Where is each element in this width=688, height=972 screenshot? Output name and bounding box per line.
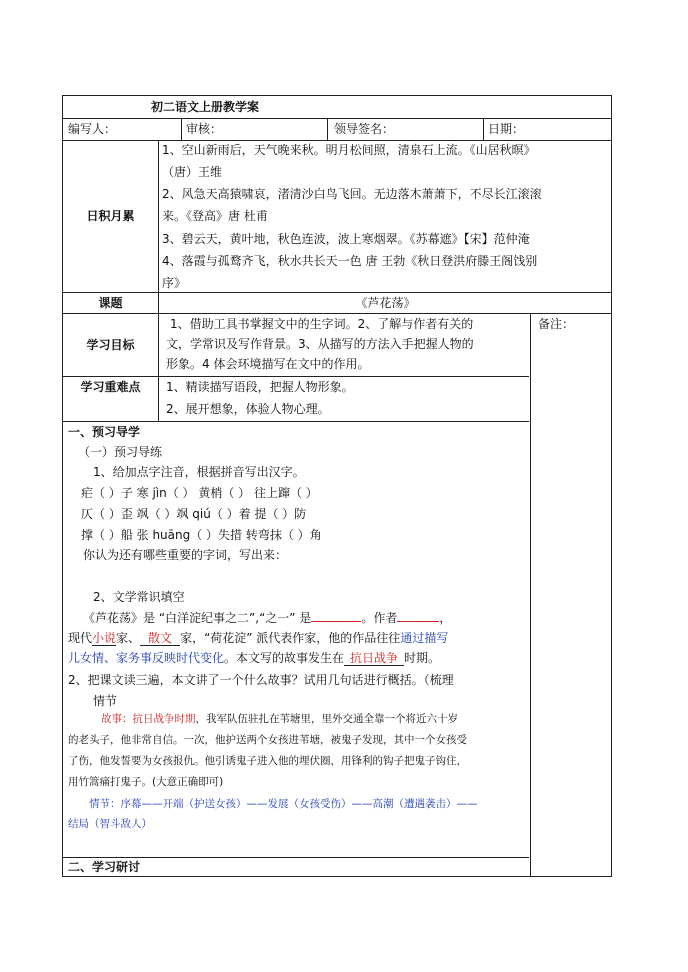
note-label: 备注： [538, 317, 575, 331]
row-divider [63, 376, 529, 377]
answer-fill: 儿女情、家务事反映时代变化 [68, 651, 225, 665]
col-divider [327, 118, 328, 140]
literature-text: 时期。 [404, 651, 441, 665]
literature-text: 现代 [68, 631, 93, 645]
goals-line: 1、借助工具书掌握文中的生字词。2、了解与作者有关的 [170, 317, 474, 331]
story-label: 故事： [101, 713, 133, 725]
story-line: 的老头子，他非常自信。一次，他护送两个女孩进苇塘，被鬼子发现，其中一个女孩受 [68, 734, 467, 746]
literature-text: 家，“荷花淀” 派代表作家，他的作品往往 [180, 631, 401, 645]
literature-line-1 [83, 610, 451, 626]
topic-label: 课题 [98, 296, 123, 310]
author-field: 编写人： [68, 122, 117, 136]
keypoints-label: 学习重难点 [80, 380, 141, 394]
goals-line: 文，学常识及写作背景。3、从描写的方法入手把握人物的 [166, 337, 474, 351]
literature-text: 。本文写的故事发生在 [224, 651, 345, 665]
answer-fill: 抗日战争 [344, 651, 404, 666]
col-divider [530, 313, 531, 877]
literature-text: 《芦花荡》是 “白洋淀纪事之二”,“之一” 是 [83, 611, 312, 625]
plot-line: 情节：序幕——开端（护送女孩）——发展（女孩受伤）——高潮（遭遇袭击）—— [89, 798, 478, 810]
story-line [101, 709, 458, 730]
literature-line-2 [68, 630, 448, 646]
daily-line: （唐）王维 [162, 165, 223, 179]
story-text: ，我军队伍驻扎在苇塘里，里外交通全靠一个将近六十岁 [195, 713, 458, 725]
date-field: 日期： [488, 122, 525, 136]
daily-line: 1、空山新雨后，天气晚来秋。明月松间照，清泉石上流。《山居秋暝》 [162, 143, 536, 157]
story-line: 用竹篙痛打鬼子。(大意正确即可) [68, 776, 224, 788]
col-divider [181, 118, 182, 140]
answer-fill: 散文 [140, 631, 180, 646]
answer-blank [311, 621, 361, 622]
answer-fill: 通过描写 [400, 631, 449, 645]
row-divider [63, 140, 611, 141]
daily-line: 序》 [162, 276, 187, 290]
plot-line: 结局（智斗敌人） [68, 818, 152, 830]
answer-blank [397, 621, 439, 622]
col-divider [483, 118, 484, 140]
answer-fill: 小说 [92, 631, 117, 645]
section1-heading: 一、预习导学 [68, 425, 141, 439]
daily-label: 日积月累 [86, 209, 135, 223]
goals-line: 形象。4 体会环境描写在文中的作用。 [166, 357, 370, 371]
lesson-table [62, 95, 612, 877]
question-3: 2、把课文读三遍，本文讲了一个什么故事？试用几句话进行概括。（梳理 [68, 673, 454, 687]
review-field: 审核： [186, 122, 223, 136]
story-line: 了伤，他发誓要为女孩报仇。他引诱鬼子进入他的埋伏圈，用锋利的钩子把鬼子钩住， [68, 755, 467, 767]
literature-line-3 [68, 650, 440, 666]
keypoints-line: 2、展开想象，体验人物心理。 [166, 402, 330, 416]
worksheet-title: 初二语文上册教学案 [151, 100, 260, 114]
question-1: 1、给加点字注音，根据拼音写出汉字。 [93, 465, 305, 479]
question-3-cont: 情节 [93, 694, 118, 708]
section2-heading: 二、学习研讨 [68, 860, 141, 874]
literature-text: ， [439, 611, 452, 625]
daily-line: 来。《登高》唐 杜甫 [162, 209, 268, 223]
col-divider [158, 140, 159, 421]
question-2: 2、文学常识填空 [93, 590, 185, 604]
section1-subheading: （一）预习导练 [78, 445, 163, 459]
pinyin-row: 疟（ ）子 寒 jìn（ ） 黄梢（ ） 往上蹿（ ） [81, 486, 318, 500]
literature-text: 。作者 [361, 611, 398, 625]
row-divider [63, 292, 611, 293]
literature-text: 家、 [116, 631, 141, 645]
row-divider [63, 421, 529, 422]
pinyin-row: 仄（ ）歪 飒（ ）飒 qiú（ ）着 提（ ）防 [81, 507, 307, 521]
row-divider [63, 118, 611, 119]
story-period: 抗日战争时期 [132, 713, 196, 725]
topic-value: 《芦花荡》 [355, 296, 416, 310]
pinyin-row: 撑（ ）船 张 huāng（ ）失措 转弯抹（ ）角 [81, 528, 322, 542]
goals-label: 学习目标 [86, 338, 135, 352]
leader-signature-field: 领导签名： [334, 122, 395, 136]
row-divider [63, 313, 611, 314]
daily-line: 4、落霞与孤鹜齐飞，秋水共长天一色 唐 王勃《秋日登洪府滕王阁饯别 [162, 254, 538, 268]
row-divider [63, 857, 529, 858]
keypoints-line: 1、精读描写语段，把握人物形象。 [166, 380, 354, 394]
daily-line: 3、碧云天，黄叶地，秋色连波，波上寒烟翠。《苏幕遮》【宋】范仲淹 [162, 232, 530, 246]
question-1b: 你认为还有哪些重要的字词，写出来： [83, 548, 288, 562]
daily-line: 2、风急天高猿啸哀，渚清沙白鸟飞回。无边落木萧萧下，不尽长江滚滚 [162, 187, 542, 201]
